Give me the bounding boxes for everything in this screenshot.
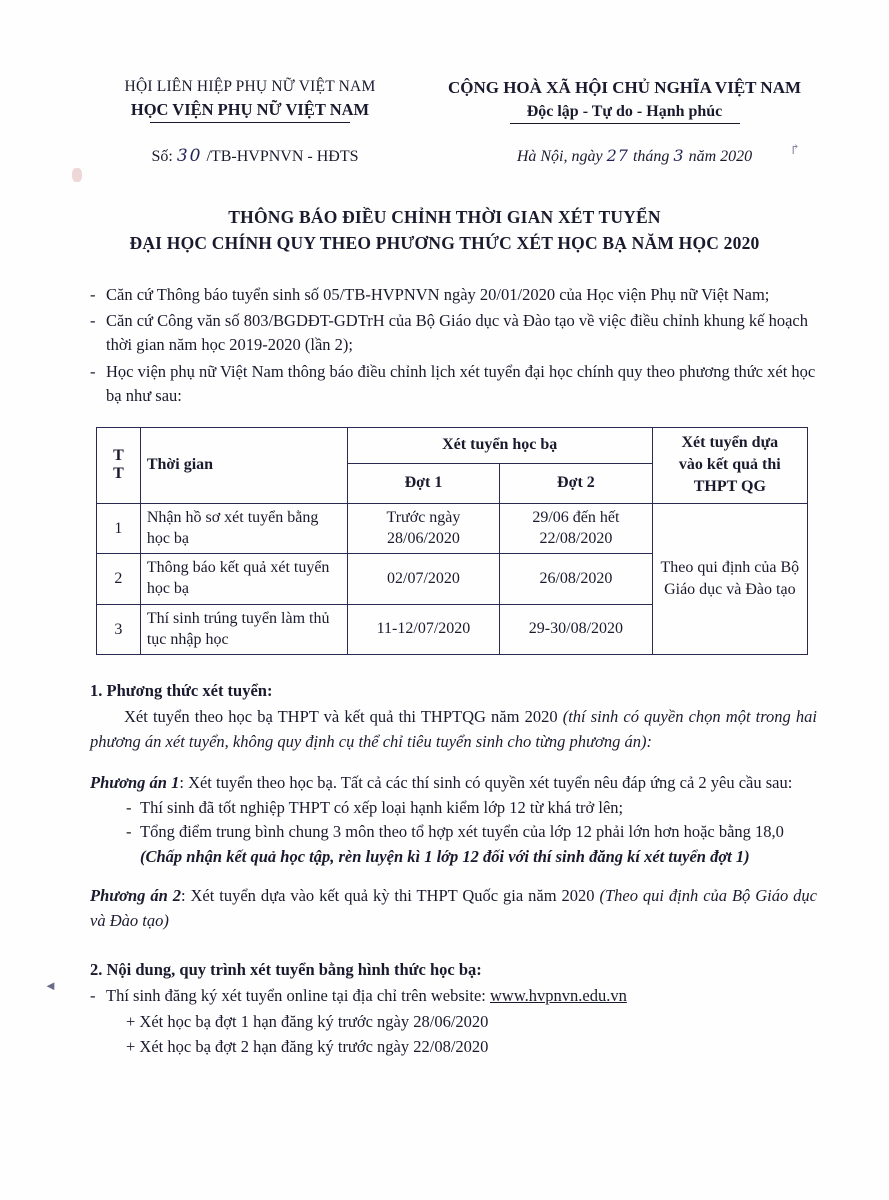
left-margin-mark: ◄	[44, 978, 57, 993]
section-2-plus-line: + Xét học bạ đợt 1 hạn đăng ký trước ngày 28/06/2020	[126, 1012, 489, 1032]
document-date	[420, 146, 829, 166]
document-meta-row	[0, 124, 889, 166]
header-cell-time: Thời gian	[140, 427, 347, 503]
national-heading	[410, 78, 829, 124]
header-cell-thptqg	[652, 427, 807, 503]
plan-2-italic: (Theo qui định của Bộ Giáo dục và Đào tạo)	[90, 886, 817, 931]
section-2-plus-line: + Xét học bạ đợt 2 hạn đăng ký trước ngày 22/08/2020	[126, 1037, 489, 1057]
plan-1-line	[90, 771, 817, 796]
section-2-bullet	[90, 984, 817, 1008]
requirement-dash: -	[126, 797, 132, 817]
date-day-handwritten: 27	[606, 146, 629, 165]
date-month-handwritten: 3	[673, 146, 685, 165]
header-cell-hocba: Xét tuyển học bạ	[347, 427, 652, 463]
title-line-1: THÔNG BÁO ĐIỀU CHỈNH THỜI GIAN XÉT TUYỂN	[228, 207, 661, 227]
cell-tt: 1	[97, 503, 141, 554]
cell-dot2: 29-30/08/2020	[500, 604, 652, 655]
date-suffix: năm 2020	[688, 148, 753, 165]
bullet-text: Căn cứ Thông báo tuyển sinh số 05/TB-HVPNVN ngày 20/01/2020 của Học viện Phụ nữ Việt Nam;	[106, 284, 770, 304]
bullet-text: Căn cứ Công văn số 803/BGDĐT-GDTrH của Bộ Giáo dục và Đào tạo về việc điều chỉnh khung kế hoạch thời gian năm học 2019-2020 (lần 2);	[106, 310, 808, 355]
section-1-paragraph	[90, 705, 817, 755]
section-2-heading: 2. Nội dung, quy trình xét tuyển bằng hình thức học bạ:	[90, 959, 482, 979]
cell-time: Thông báo kết quả xét tuyển học bạ	[140, 554, 347, 605]
plan-1-requirement	[90, 820, 817, 844]
cell-dot1: Trước ngày 28/06/2020	[347, 503, 499, 554]
header-cell-tt	[97, 427, 141, 503]
header-cell-dot2: Đợt 2	[500, 463, 652, 503]
cell-dot2: 26/08/2020	[500, 554, 652, 605]
cell-dot2: 29/06 đến hết 22/08/2020	[500, 503, 652, 554]
header-tt-line1: T	[113, 446, 124, 464]
bullet-dash: -	[90, 310, 96, 330]
table-row	[97, 503, 808, 554]
intro-bullet-list	[90, 283, 817, 409]
header-qg-line3: THPT QG	[693, 478, 766, 496]
document-header	[0, 0, 889, 124]
plan-1-text: : Xét tuyển theo học bạ. Tất cả các thí sinh có quyền xét tuyển nêu đáp ứng cả 2 yêu cầu sau:	[179, 772, 793, 792]
national-title: CỘNG HOÀ XÃ HỘI CHỦ NGHĨA VIỆT NAM	[447, 78, 802, 97]
requirement-dash: -	[126, 822, 132, 842]
date-middle: tháng	[632, 148, 670, 165]
plan-2-text: : Xét tuyển dựa vào kết quả kỳ thi THPT Quốc gia năm 2020	[180, 886, 600, 906]
header-qg-line1: Xét tuyển dựa	[681, 433, 779, 451]
cell-dot1: 02/07/2020	[347, 554, 499, 605]
cell-time: Nhận hồ sơ xét tuyển bằng học bạ	[140, 503, 347, 554]
cell-tt: 3	[97, 604, 141, 655]
plan-2-label: Phương án 2	[90, 886, 181, 906]
bullet-text	[106, 984, 817, 1008]
intro-bullet	[90, 283, 817, 307]
header-cell-dot1: Đợt 1	[347, 463, 499, 503]
schedule-table-wrapper	[96, 427, 808, 656]
bullet-dash: -	[90, 284, 96, 304]
requirement-text: Tổng điểm trung bình chung 3 môn theo tổ hợp xét tuyển của lớp 12 phải lớn hơn hoặc bằng 18,0	[140, 822, 784, 842]
org-name: HỌC VIỆN PHỤ NỮ VIỆT NAM	[130, 100, 370, 119]
bullet-dash: -	[90, 985, 96, 1005]
corner-pen-mark: ↱	[789, 143, 801, 158]
header-tt-line2: T	[113, 465, 124, 483]
title-line-2: ĐẠI HỌC CHÍNH QUY THEO PHƯƠNG THỨC XÉT HỌC BẠ NĂM HỌC 2020	[129, 233, 760, 254]
plan-1-requirement	[90, 796, 817, 820]
document-number-handwritten: 30	[176, 146, 203, 166]
plan-1-label: Phương án 1	[90, 772, 180, 792]
section-1-paragraph-italic: (thí sinh có quyền chọn một trong hai phương án xét tuyển, không quy định cụ thể chỉ tiêu tuyển sinh cho từng phương án):	[90, 707, 817, 752]
bullet-dash: -	[90, 361, 96, 381]
document-number	[60, 146, 420, 166]
org-underline	[150, 122, 350, 123]
table-header-row	[97, 427, 808, 463]
header-qg-line2: vào kết quả thi	[678, 455, 781, 473]
cell-thptqg: Theo qui định của Bộ Giáo dục và Đào tạo	[652, 503, 807, 655]
bullet-text: Học viện phụ nữ Việt Nam thông báo điều chỉnh lịch xét tuyển đại học chính quy theo phương thức xét học bạ như sau:	[106, 361, 816, 406]
document-title	[0, 204, 889, 257]
cell-dot1: 11-12/07/2020	[347, 604, 499, 655]
website-link[interactable]: www.hvpnvn.edu.vn	[490, 985, 627, 1005]
requirement-text: Thí sinh đã tốt nghiệp THPT có xếp loại hạnh kiểm lớp 12 từ khá trở lên;	[140, 797, 624, 817]
issuing-organization	[60, 78, 410, 124]
intro-bullet	[90, 309, 817, 358]
registration-text: Thí sinh đăng ký xét tuyển online tại địa chỉ trên website:	[106, 985, 490, 1005]
document-body	[0, 283, 889, 1060]
intro-bullet	[90, 360, 817, 409]
schedule-table	[96, 427, 808, 656]
pink-smudge-mark	[72, 168, 82, 182]
cell-time: Thí sinh trúng tuyển làm thủ tục nhập học	[140, 604, 347, 655]
document-number-suffix: /TB-HVPNVN - HĐTS	[206, 148, 359, 165]
national-motto: Độc lập - Tự do - Hạnh phúc	[526, 103, 723, 120]
document-number-prefix: Số:	[151, 148, 173, 165]
plan-1-note: (Chấp nhận kết quả học tập, rèn luyện kì 1 lớp 12 đối với thí sinh đăng kí xét tuyển đợt 1)	[140, 846, 750, 866]
section-1-paragraph-normal: Xét tuyển theo học bạ THPT và kết quả thi THPTQG năm 2020	[124, 707, 563, 727]
plan-2-line	[90, 884, 817, 934]
section-1-heading: 1. Phương thức xét tuyển:	[90, 681, 273, 701]
national-underline	[510, 123, 740, 124]
cell-tt: 2	[97, 554, 141, 605]
org-parent-name: HỘI LIÊN HIỆP PHỤ NỮ VIỆT NAM	[124, 78, 376, 95]
date-prefix: Hà Nội, ngày	[516, 148, 603, 165]
